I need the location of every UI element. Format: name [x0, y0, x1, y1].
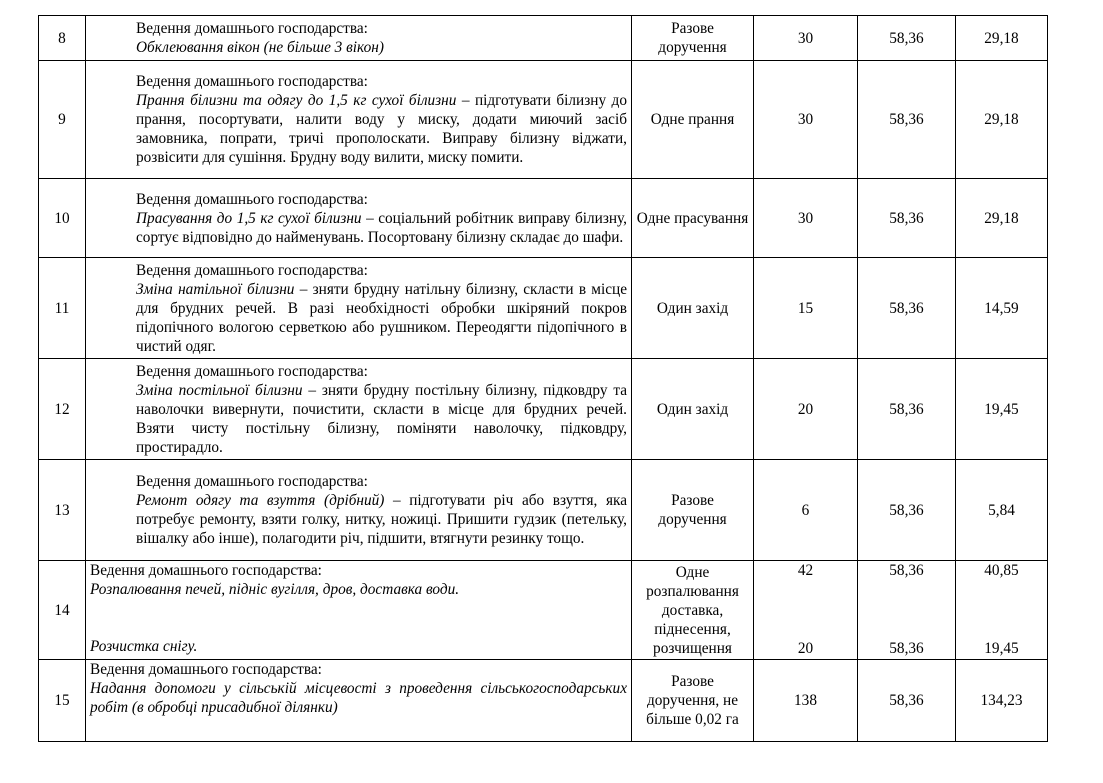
service-description [86, 61, 632, 179]
row-number: 8 [39, 16, 86, 61]
minutes-a: 42 [797, 562, 814, 579]
row-number: 12 [39, 359, 86, 460]
hourly-rate: 58,36 [858, 460, 956, 561]
cost-b: 19,45 [984, 640, 1019, 657]
service-unit: Один захід [632, 258, 754, 359]
time-minutes: 30 [754, 16, 858, 61]
service-name: Прання білизни та одягу до 1,5 кг сухої білизни [136, 92, 457, 109]
service-category: Ведення домашнього господарства: [136, 473, 368, 490]
service-name: Розпалювання печей, підніс вугілля, дров, доставка води. [90, 581, 460, 598]
time-minutes: 20 [754, 359, 858, 460]
service-category: Ведення домашнього господарства: [136, 20, 368, 37]
spacer [90, 599, 627, 637]
service-cost: 134,23 [956, 660, 1048, 742]
service-description [86, 460, 632, 561]
row-number: 13 [39, 460, 86, 561]
service-category: Ведення домашнього господарства: [136, 73, 368, 90]
service-unit-line: доставка, [661, 601, 724, 619]
service-unit-line: розпалювання [646, 582, 739, 600]
hourly-rate: 58,36 [858, 61, 956, 179]
table-row [39, 460, 1048, 561]
service-description [86, 16, 632, 61]
service-unit-line: Одне [675, 563, 710, 581]
service-unit [632, 561, 754, 660]
service-category: Ведення домашнього господарства: [136, 362, 368, 380]
split-values [862, 561, 951, 658]
split-values [960, 561, 1043, 658]
service-cost: 19,45 [956, 359, 1048, 460]
service-name: Зміна постільної білизни [136, 381, 303, 399]
hourly-rate: 58,36 [858, 660, 956, 742]
table-row [39, 561, 1048, 660]
rate-a: 58,36 [889, 562, 924, 579]
time-minutes: 6 [754, 460, 858, 561]
service-details: – підготувати річ або взуття, яка потребує ремонту, взяти голку, нитку, ножиці. Пришити гудзик (петельку, вішалку або інше), полагодити річ, підшити, втягнути резинку тощо. [136, 492, 627, 547]
row-number: 15 [39, 660, 86, 742]
services-table [38, 15, 1048, 742]
service-cost: 14,59 [956, 258, 1048, 359]
service-unit: Разове доручення [632, 16, 754, 61]
service-details: – зняти брудну постільну білизну, підковдру та наволочки вивернути, почистити, скласти в місце для брудних речей. Взяти чисту постільну білизну, поміняти наволочку, підковдру, простирадло. [136, 381, 627, 456]
row-number: 9 [39, 61, 86, 179]
service-description [86, 359, 632, 460]
time-minutes: 30 [754, 179, 858, 258]
service-cost: 29,18 [956, 179, 1048, 258]
service-description [86, 258, 632, 359]
service-unit-line: розчищення [653, 639, 732, 657]
service-name: Прасування до 1,5 кг сухої білизни [136, 209, 362, 227]
service-name: Ремонт одягу та взуття (дрібний) [136, 492, 385, 509]
hourly-rate: 58,36 [858, 16, 956, 61]
cost-a: 40,85 [984, 562, 1019, 579]
service-description [86, 660, 632, 742]
service-unit-line: піднесення, [654, 620, 731, 638]
table-row [39, 179, 1048, 258]
service-category: Ведення домашнього господарства: [90, 562, 322, 579]
time-minutes: 138 [754, 660, 858, 742]
service-description [86, 179, 632, 258]
service-cost [956, 561, 1048, 660]
service-name-snow: Розчистка снігу. [90, 638, 198, 655]
service-details: – зняти брудну натільну білизну, скласти в місце для брудних речей. В разі необхідності обробки шкіряний покров підопічного вологою серветкою або рушником. Переодягти підопічного в чистий одяг. [136, 280, 627, 355]
time-minutes: 15 [754, 258, 858, 359]
hourly-rate: 58,36 [858, 179, 956, 258]
service-category: Ведення домашнього господарства: [136, 190, 368, 208]
minutes-b: 20 [797, 640, 814, 657]
table-row [39, 660, 1048, 742]
service-category: Ведення домашнього господарства: [90, 661, 322, 678]
service-description [86, 561, 632, 660]
hourly-rate [858, 561, 956, 660]
table-row [39, 359, 1048, 460]
service-name: Зміна натільної білизни [136, 280, 295, 298]
row-number: 10 [39, 179, 86, 258]
service-details: – соціальний робітник виправу білизну, сортує відповідно до найменувань. Посортовану білизну складає до шафи. [136, 209, 627, 246]
service-unit: Разове доручення [632, 460, 754, 561]
hourly-rate: 58,36 [858, 258, 956, 359]
split-values [758, 561, 853, 658]
service-name: Обклеювання вікон (не більше 3 вікон) [136, 39, 384, 56]
hourly-rate: 58,36 [858, 359, 956, 460]
service-unit: Разове доручення, не більше 0,02 га [632, 660, 754, 742]
rate-b: 58,36 [889, 640, 924, 657]
service-category: Ведення домашнього господарства: [136, 261, 368, 279]
time-minutes: 30 [754, 61, 858, 179]
service-cost: 29,18 [956, 61, 1048, 179]
service-cost: 29,18 [956, 16, 1048, 61]
service-unit: Одне прання [632, 61, 754, 179]
row-number: 11 [39, 258, 86, 359]
table-row [39, 16, 1048, 61]
service-details: – підготувати білизну до прання, посортувати, налити воду у миску, додати миючий засіб замовника, попрати, тричі прополоскати. Виправу білизну віджати, розвісити для сушіння. Брудну воду вилити, миску помити. [136, 92, 627, 166]
service-name: Надання допомоги у сільській місцевості з проведення сільськогосподарських робіт (в обробці присадибної ділянки) [90, 680, 627, 716]
service-unit: Один захід [632, 359, 754, 460]
table-row [39, 258, 1048, 359]
time-minutes [754, 561, 858, 660]
table-row [39, 61, 1048, 179]
row-number: 14 [39, 561, 86, 660]
service-unit: Одне прасування [632, 179, 754, 258]
service-cost: 5,84 [956, 460, 1048, 561]
